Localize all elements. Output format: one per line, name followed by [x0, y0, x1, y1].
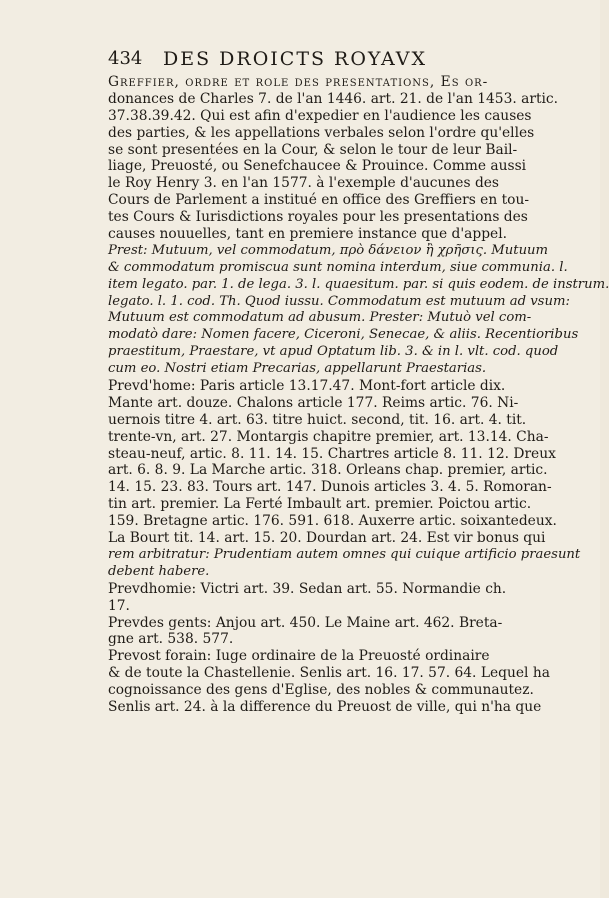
text-line: le Roy Henry 3. en l'an 1577. à l'exemple d'aucunes des [108, 175, 500, 192]
text-line: Prest: Mutuum, vel commodatum, πρὸ δάνειον ἢ χρῆσις. Mutuum [108, 242, 549, 258]
text-line: des parties, & les appellations verbales selon l'ordre qu'elles [108, 124, 535, 141]
text-line: cum eo. Nostri etiam Precarias, appellarunt Praestarias. [108, 361, 487, 377]
text-line: debent habere. [108, 563, 210, 579]
text-line: Cours de Parlement a institué en office des Greffiers en tou- [108, 192, 530, 209]
text-line: tes Cours & Iurisdictions royales pour les presentations des [108, 209, 528, 226]
text-line: 159. Bretagne artic. 176. 591. 618. Auxerre artic. soixantedeux. [108, 513, 557, 530]
page-header [108, 48, 538, 72]
text-line: praestitum, Praestare, vt apud Optatum lib. 3. & in l. vlt. cod. quod [108, 344, 559, 360]
text-line: La Bourt tit. 14. art. 15. 20. Dourdan art. 24. Est vir bonus qui [108, 530, 546, 547]
text-line: modatò dare: Nomen facere, Ciceroni, Senecae, & aliis. Recentioribus [108, 327, 579, 343]
text-line: Senlis art. 24. à la difference du Preuost de ville, qui n'ha que [108, 698, 542, 715]
text-line: Greffier, ordre et role des presentations, Es or- [108, 74, 489, 90]
text-line: 17. [108, 597, 130, 614]
text-line: causes nouuelles, tant en premiere instance que d'appel. [108, 226, 507, 243]
text-line: trente-vn, art. 27. Montargis chapitre premier, art. 13.14. Cha- [108, 428, 549, 445]
text-line: Prevdes gents: Anjou art. 450. Le Maine art. 462. Breta- [108, 614, 503, 631]
text-line: se sont presentées en la Cour, & selon le tour de leur Bail- [108, 141, 518, 158]
text-line: 14. 15. 23. 83. Tours art. 147. Dunois articles 3. 4. 5. Romoran- [108, 479, 552, 496]
page-number: 434 [108, 48, 143, 69]
text-line: cognoissance des gens d'Eglise, des nobles & communautez. [108, 682, 534, 699]
text-line: rem arbitratur: Prudentiam autem omnes qui cuique artificio praesunt [108, 546, 581, 562]
text-line: Mutuum est commodatum ad abusum. Prester: Mutuò vel com- [108, 310, 532, 326]
text-line: 37.38.39.42. Qui est afin d'expedier en l'audience les causes [108, 107, 532, 124]
text-line: art. 6. 8. 9. La Marche artic. 318. Orleans chap. premier, artic. [108, 462, 548, 479]
text-line: Prevd'home: Paris article 13.17.47. Mont-fort article dix. [108, 378, 506, 395]
text-line: donances de Charles 7. de l'an 1446. art. 21. de l'an 1453. artic. [108, 90, 559, 107]
text-line: uernois titre 4. art. 63. titre huict. second, tit. 16. art. 4. tit. [108, 411, 527, 428]
running-title: DES DROICTS ROYAVX [163, 48, 428, 70]
text-line: Mante art. douze. Chalons article 177. Reims artic. 76. Ni- [108, 394, 519, 411]
text-line: item legato. par. 1. de lega. 3. l. quaesitum. par. si quis eodem. de instrum. [108, 276, 609, 292]
text-line: Prevost forain: Iuge ordinaire de la Preuosté ordinaire [108, 648, 490, 665]
text-line: Prevdhomie: Victri art. 39. Sedan art. 55. Normandie ch. [108, 580, 507, 597]
text-line: legato. l. 1. cod. Th. Quod iussu. Commodatum est mutuum ad vsum: [108, 293, 570, 309]
text-line: tin art. premier. La Ferté Imbault art. premier. Poictou artic. [108, 496, 532, 513]
text-line: liage, Preuosté, ou Senefchaucee & Prouince. Comme aussi [108, 158, 527, 175]
body-text [108, 74, 609, 716]
text-line: & commodatum promiscua sunt nomina interdum, siue communia. l. [108, 259, 568, 275]
text-line: steau-neuf, artic. 8. 11. 14. 15. Chartres article 8. 11. 12. Dreux [108, 445, 556, 462]
text-line: & de toute la Chastellenie. Senlis art. 16. 17. 57. 64. Lequel ha [108, 665, 550, 682]
text-line: gne art. 538. 577. [108, 631, 234, 648]
